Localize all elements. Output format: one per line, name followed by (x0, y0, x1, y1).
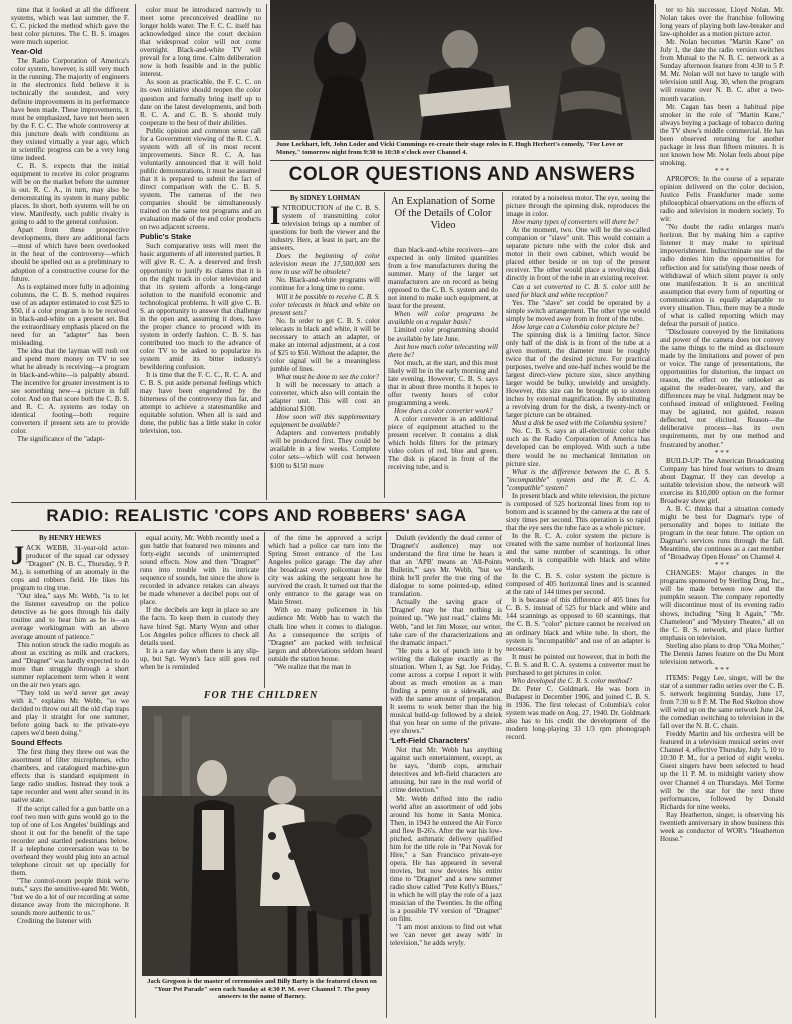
paragraph: ITEMS: Peggy Lee, singer, will be the star of a summer radio series over the C. B. S. network beginning Sunday, June 17, from 7:30 to 8 P. M. The Red Skelton show will wind up on the same network June 24, the comedian switching to television in the fall over the N. B. C. chain. (660, 673, 784, 731)
question: Will it be possible to receive C. B. S. color telecasts in black and white on present sets? (270, 292, 380, 317)
paragraph: In present black and white television, the picture is composed of 525 horizontal lines from top to bottom and is scanned by the camera at the rate of sixty times per second. This operation is so rapid that the eye sees the tube face as a whole picture. (506, 491, 650, 532)
drop-cap: I (270, 204, 281, 230)
paragraph: A color converter is an additional piece of equipment attached to the present receiver. It contains a disk which holds filters for the primary video colors of red, blue and green. The disk is placed in front of the receiving tube, and is (388, 414, 498, 472)
bottom-photo (142, 706, 382, 976)
radio-column-3 (268, 534, 382, 686)
bottom-photo-caption: Jack Gregson is the master of ceremonies and Billy Barty is the featured clown on "Your Pet Parade" seen each Sunday at 4:30 P. M. over Channel 7. The pony answers to the name of Barney. (147, 978, 377, 1001)
paragraph: It is because of this difference of 405 lines for C. B. S. instead of 525 for black and white and 144 scannings as opposed to 60 scannings, that the C. B. S. "color" picture cannot be received on an ordinary black and white tube. In short, the system is "incompatible" and use of an adapter is necessary. (506, 596, 650, 653)
radio-byline-block (11, 534, 129, 544)
radio-headline: RADIO: REALISTIC 'COPS AND ROBBERS' SAGA (46, 506, 467, 525)
paragraph: Such comparative tests will meet the basic arguments of all interested parties. It will give R. C. A. a deserved and fresh opportunity to justify its claims that it is on the right track in color television and that its system affords a long-range solution to the manifold economic and technological problems. It will give C. B. S. an opportunity to answer that challenge in the open and, assuming it does, have the proper chance to proceed with its system in orderly fashion. C. B. S. has contributed too much to the advance of color TV to be asked to popularize its system amid its bitter industry's bewildering confusion. (140, 242, 261, 372)
paragraph: The Radio Corporation of America's color system, however, is still very much in the running. The majority of engineers in the electronics field believe it is technically the soundest, and very definite improvements in its performance have been made. These improvements, it must be emphasized, have not been seen by the F. C. C. The whole controversy at this juncture deals with conditions as they existed virtually a year ago, which in scientific progress can be a very long time indeed. (11, 57, 129, 162)
paragraph: If the decibels are kept in place so are the facts. To keep them in custody they have hired Sgt. Marty Wynn and other Los Angeles police officers to check all details used. (140, 606, 259, 647)
paragraph: Not that Mr. Webb has anything against such entertainment, except, as he says, "dumb cops, armchair detectives and left-field characters are amusing, but rare in the real world of crime detection." (390, 746, 502, 795)
paragraph: "He puts a lot of punch into it by writing the dialogue exactly as the situation. When I, as Sgt. Joe Friday, come across a corpse I report it with about as much emotion as a man finding a penny on a sidewalk, and with the same amount of preparation. It seems to work better than the big musical build-up followed by a shriek that you hear on some of the private-eye shows." (390, 646, 502, 736)
color-column-3 (506, 194, 650, 1018)
paragraph: INTRODUCTION of the C. B. S. system of transmitting color television brings up a number of questions for both the viewer and the industry. Here, at least in part, are the answers. (270, 204, 380, 253)
question: How does a color converter work? (394, 406, 493, 415)
top-photo-caption: June Lockhart, left, John Loder and Vicki Cummings re-create their stage roles in F. Hugh Herbert's comedy, "For Love or Money," tomorrow night from 9:30 to 10:30 o'clock over Channel 4. (276, 141, 624, 156)
subhead: Sound Effects (11, 738, 63, 748)
paragraph: equal acuity, Mr. Webb recently used a gun battle that featured two minutes and forty-eight seconds of uninterrupted sound effects. Now and then "Dragnet" runs into trouble with its intricate sequence of sounds, but since the show is recorded in advance retakes can always be made whenever a decibel pops out of place. (140, 534, 259, 607)
paragraph: If the script called for a gun battle on a roof two men with guns would go to the top of one of Los Angeles' buildings and shoot it out for the benefit of the tape recorder and startled pedestrians below. If a telephone conversation was to be overheard they would plug into an actual telephone circuit set up specially for them. (11, 804, 129, 877)
paragraph: Limited color programming should be available by late June. (388, 326, 498, 343)
paragraph: This notion struck the radio moguls as about as exciting as milk and crackers, and "Dragnet" was hardly expected to do more than struggle through a short summer replacement term when it went on the air two years ago. (11, 640, 129, 689)
paragraph: In the C. B. S. color system the picture is composed of 405 horizontal lines and is scanned at the rate of 144 times per second. (506, 572, 650, 597)
paragraph: As is explained more fully in adjoining columns, the C. B. S. method requires use of an adapter estimated to cost $25 to $50, if a color program is to be received in black-and-white on a present set. But the extraordinary emphasis placed on the need for an "adapter" has been misleading. (11, 282, 129, 347)
paragraph: No. Black-and-white programs will continue for a long time to come. (270, 276, 380, 293)
paragraph: It will be necessary to attach a converter, which also will contain the adapter unit. This will cost an additional $100. (270, 381, 380, 414)
paragraph: Crediting the listener with (17, 917, 92, 926)
column-rule (135, 4, 136, 500)
column-1-top (11, 6, 129, 498)
section-separator: * * * (714, 561, 730, 570)
column-2-top (140, 6, 261, 498)
paragraph: It must be pointed out however, that in both the C. B. S. and R. C. A. systems a converter must be purchased to get pictures in color. (506, 652, 650, 677)
color-byline-block (270, 194, 380, 204)
headline-rule (11, 502, 502, 503)
paragraph: "Our idea," says Mr. Webb, "is to let the listener eavesdrop on the police detective as he goes through his daily routine and to hear him as he is—an average workingman with an above average amount of patience." (11, 592, 129, 641)
paragraph: BUILD-UP: The American Broadcasting Company has hired four writers to dream about Dagmar. If they can develop a suitable television show, the network will exercise its $10,000 option on the former Broadway show girl. (660, 456, 784, 505)
paragraph: Mr. Nolan becomes "Martin Kane" on July 1, the date the radio version switches from Mutual to the N. B. C. network as a Sunday afternoon feature from 4:30 to 5 P. M. Mr. Nolan will not have to tangle with television until Aug. 30, when the program will resume over N. B. C. after a two-month vacation. (660, 38, 784, 103)
paragraph: "No doubt the radio enlarges man's horizon. But by making him a captive listener it may make to spiritual impoverishment. Indiscriminate use of the radio denies him the opportunities for reflection and for satisfying those needs of withdrawal of which silent prayer is only one manifestation. It is an uncritical assumption that every form of reporting or communication is equally adaptable to every situation. Thus, there may be a mode of what is called reporting which may defeat the pursuit of justice. (660, 223, 784, 328)
paragraph: Yes. The "slave" set could be operated by a simple switch arrangement. The other type would simply be moved away from in front of the tube. (506, 298, 650, 323)
paragraph: Apart from these prospective developments, there are additional facts—most of which have been overlooked in the heat of the controversy—which should be spelled out as a preliminary to adoption of a constructive course for the future. (11, 226, 129, 283)
paragraph: Mr. Webb drifted into the radio world after an assortment of odd jobs around his home in Santa Monica. Then, in 1943 he entered the Air Force and flew B-26's. After the war his low-pitched, asthmatic delivery qualified him for the title role in "Pat Novak for Hire," a San Francisco private-eye opera. He has appeared in several movies, but now devotes his entire time to "Dragnet" and a new summer radio show called "Pete Kelly's Blues," in which he will play the role of a jazz musician of the Twenties. In the offing is a possible TV version of "Dragnet" on film. (390, 794, 502, 924)
column-rule (502, 192, 503, 498)
paragraph: At the moment, two. One will be the so-called companion or "slave" unit. This would contain a separate picture tube with the color disk and motor in their own cabinet, which would be placed either beside or on top of the present receiver. The other would place a revolving disk directly in front of the tube in an existing receiver. (506, 226, 650, 283)
headline-rule (11, 530, 502, 531)
for-the-children-label: FOR THE CHILDREN (203, 690, 319, 701)
question: What must be done to see the color? (276, 372, 380, 381)
stage-scene-photo (270, 0, 654, 140)
paragraph: CHANGES: Major changes in the programs sponsored by Sterling Drug, Inc., will be made between now and the pumpkin season. The company reportedly will discontinue most of its evening radio shows, including "Sing It Again," "Mr. Chameleon" and "Mystery Theatre," all on the C. B. S. network, and place further emphasis on television. (660, 569, 784, 642)
drop-cap: J (11, 544, 24, 570)
subhead: Public's Stake (140, 232, 192, 242)
question: Does the beginning of color television mean the 17,500,000 sets now in use will be obsolete? (270, 252, 380, 277)
radio-column-2 (140, 534, 259, 686)
subhead: Year-Old (11, 47, 43, 57)
paragraph: "They told us we'd never get away with it," explains Mr. Webb, "so we decided to throw out all the old clap traps and play it straight for one summer, before going back to the private-eye capers we'd been doing." (11, 688, 129, 738)
paragraph: In the R. C. A. color system the picture is created with the same number of horizontal lines and the same number of scannings. In other words, it is compatible with black and white standards. (506, 531, 650, 573)
paragraph: The first thing they threw out was the assortment of filter microphones, echo chambers, and catalogued machine-gun effects that is standard equipment in large radio studios. Instead they took a tape recorder and went after sound in its native state. (11, 748, 129, 805)
headline-rule (270, 190, 654, 191)
color-byline: By SIDNEY LOHMAN (289, 194, 361, 202)
paragraph: No. C. B. S. says an all-electronic color tube such as the Radio Corporation of America has developed can be employed. With such a tube there would be no mechanical limitation on picture size. (506, 427, 650, 468)
paragraph: Sterling also plans to drop "Oka Mother," The Dennis James feature on the Du Mont television network. (660, 641, 784, 666)
paragraph: Mr. Cagan has been a habitual pipe smoker in the role of "Martin Kane," always buying a package of tobacco during the TV show's middle commercial. He has been observed returning for another package in less than fifteen minutes. It is not known how Mr. Nolan feels about pipe smoking. (660, 102, 784, 167)
column-rule (264, 532, 265, 688)
paragraph: "I am most anxious to find out what we 'can never get away with' in television," he adds wryly. (390, 923, 502, 948)
question: Who developed the C. B. S. color method? (512, 676, 633, 685)
paragraph: "Disclosure conveyed by the limitations and power of the camera does not convey the same things to the mind as disclosure made by the limitations and power of pen or voice. The range of presentations, the opportunities for distortion, the impact on reason, the effect on the onlooker as against the reader-hearer, vary, and the differences may be vital. Judgment may be confused instead of enlightened. Feeling may be agitated, not guided, reason deflected, not elicited. Reason—the deliberative process—has its own requirements, met by one method and frustrated by another." (660, 327, 784, 449)
column-rule (135, 532, 136, 1018)
question: When will color programs be available on a regular basis? (388, 310, 498, 327)
paragraph: ter to his successor, Lloyd Nolan. Mr. Nolan takes over the franchise following long years of playing both law-breaker and law-upholder as a motion picture actor. (660, 6, 784, 39)
paragraph: The spinning disk is a limiting factor. Since only half of the disk is in front of the tube at a given moment, the diameter must be roughly twice that of the desired picture. For practical purposes, twelve and one-half inches would be the largest direct-view picture size, since anything larger would be bulky, unwieldy and unsightly. However, this size can be brought up to sixteen inches by external magnification. By substituting a revolving drum for the disk, a twenty-inch or larger picture can be obtained. (506, 330, 650, 420)
paragraph: "The control-room people think we're nuts," says the sensitive-eared Mr. Webb, "but we do a lot of our recording at some distance away from the microphone. It sounds more authentic to us." (11, 876, 129, 918)
paragraph: Freddy Martin and his orchestra will be featured in a television musical series over Channel 4, effective Thursday, July 5, 10 to 10:30 P. M., for a period of eight weeks. Guest singers have been selected to head up the 11 P. M. to midnight variety show over Channel 4 on Thursdays. Mel Torme will be the star for the next three performances, followed by Donald Richards for nine weeks. (660, 730, 784, 811)
paragraph: JACK WEBB, 31-year-old actor-producer of the squad car odyssey "Dragnet" (N. B. C., Thursday, 9 P. M.), is something of an anomaly in the cops and robbers field. He likes his program to ring true. (11, 544, 129, 593)
top-photo (270, 0, 654, 140)
question: Just how much color telecasting will there be? (388, 342, 498, 359)
question: Must a disk be used with the Columbia system? (512, 419, 647, 428)
paragraph: Dr. Peter C. Goldmark. He was born in Budapest in December 1906, and joined C. B. S. in 1936. The first telecast of Columbia's color system was made on Aug. 27, 1940. Dr. Goldmark also has to his credit the development of the modern long-playing 33 1/3 rpm phonograph record. (506, 684, 650, 742)
paragraph: color must be introduced narrowly to meet some preconceived deadline no longer holds water. The F. C. C. itself has acknowledged since the court decision that widespread color will not come overnight. Black-and-white TV will prevail for a long time. Calm deliberation now is both feasible and in the public interest. (140, 6, 261, 79)
subhead: 'Left-Field Characters' (390, 736, 470, 746)
radio-byline: By HENRY HEWES (38, 534, 102, 542)
question: How many types of converters will there be? (512, 218, 639, 227)
question: What is the difference between the C. B. S. "incompatible" system and the R. C. A. "compatible" system? (506, 467, 650, 492)
paragraph: than black-and-white receivers—are expected in only limited quantities from a few manufacturers during the summer. Many of the larger set manufacturers are on record as being opposed to the C. B. S. system and do not intend to make such equipment, at least for the present. (388, 246, 498, 311)
paragraph: The significance of the "adapt- (17, 435, 105, 444)
paragraph: APROPOS: In the course of a separate opinion delivered on the color decision, Justice Felix Frankfurter made some philosophical observations on the effects of radio and television in modern society. To wit: (660, 174, 784, 224)
paragraph: Not much, at the start, and this most likely will be in the early morning and late evening. However, C. B. S. says that in about three months it hopes to offer twenty hours of color programming a week. (388, 358, 498, 407)
paragraph: With so many policemen in his audience Mr. Webb has to watch the chalk line when it comes to dialogue. As a consequence the scripts of "Dragnet" are packed with technical jargon and abbreviations seldom heard outside the station house. (268, 606, 382, 663)
paragraph: Adapters and converters probably will be produced first. They could be available in a few weeks. Complete color sets—which will cost between $100 to $150 more (270, 429, 380, 470)
paragraph: Duluth (evidently the dead center of 'Dragnet's' audience) may not understand the first time he hears it that an 'APB' means an 'All-Points Bulletin,'" says Mr. Webb, "but we think he'll prefer the true ring of the dialogue to some pointed-up, edited translation. (390, 534, 502, 599)
color-qa-headline: COLOR QUESTIONS AND ANSWERS (288, 164, 636, 185)
question: How soon will this supplementary equipment be available? (270, 413, 380, 430)
section-separator: * * * (714, 665, 730, 674)
paragraph: It is a rare day when there is any slip-up, but Sgt. Wynn's face still goes red when he is reminded (140, 646, 259, 671)
headline-rule (270, 160, 654, 161)
paragraph: rotated by a noiseless motor. The eye, seeing the picture through the spinning disk, reproduces the image in color. (506, 194, 650, 219)
paragraph: of the time he approved a script which had a police car turn into the Spring Street entrance of the Los Angeles police garage. The day after the broadcast every policeman in the city was asking the sergeant how he survived the crash. It turned out that the only entrance to the garage was on Main Street. (268, 534, 382, 607)
color-deck-headline: An Explanation of Some Of the Details of Color Video (390, 196, 496, 231)
section-separator: * * * (714, 166, 730, 175)
radio-column-1 (11, 544, 129, 1018)
column-rule (655, 4, 656, 1018)
paragraph: Public opinion and common sense call for a Government viewing of the R. C. A. system with all of its most recent improvements. Since R. C. A. has voluntarily announced that it will hold public demonstrations, it must be assumed that it is prepared to submit the fact of direct comparison with the C. B. S. system. The cameras of the two companies should be simultaneously trained on the same test programs and an evaluation made of the end color products on two adjacent screens. (140, 126, 261, 232)
paragraph: The idea that the layman will rush out and spend more money on TV to see what he already is receiving—a program in black-and-white—is palpably absurd. The incentive for greater investment is to see something new—a picture in full color. And on that score both the C. B. S. and R. C. A. systems are today on identical footing—both require converters if present sets are to provide color. (11, 346, 129, 436)
section-separator: * * * (714, 448, 730, 457)
paragraph: time that it looked at all the different systems, which was last summer, the F. C. C. picked the method which gave the best color pictures. The C. B. S. images were much superior. (11, 6, 129, 47)
paragraph: Ray Heatherton, singer, is observing his twentieth anniversary in show business this week as conductor of WOR's "Heatherton House." (660, 810, 784, 843)
question: How large can a Columbia color picture be? (512, 322, 640, 331)
column-rule (266, 4, 267, 500)
paragraph: No. In order to get C. B. S. color telecasts in black and white, it will be necessary to attach an adapter, or make an internal adjustment, at a cost of $25 to $50. Without the adapter, the color signal will be a meaningless jumble of lines. (270, 316, 380, 373)
paragraph: A. B. C. thinks that a situation comedy might be best for Dagmar's type of personality and hopes to initiate the program in the near future. The option on Dagmar's services runs through the fall. Meantime, she continues as a cast member of "Broadway Open House" on Channel 4. (660, 504, 784, 562)
paragraph: It is time that the F. C. C., R. C. A. and C. B. S. put aside personal feelings which may have been engendered by the bitterness of the controversy thus far, and attempt to achieve a statesmanlike and equitable solution. When all is said and done, the public has a little stake in color television, too. (140, 371, 261, 436)
color-column-1 (270, 204, 380, 497)
paragraph: C. B. S. expects that the initial equipment to receive its color programs will be on the market before the summer is out. R. C. A., in turn, may also be demonstrating its system in many public places. In short, both systems will be on view. Manifestly, such public rivalry is going to add to the general confusion. (11, 161, 129, 227)
column-rule (386, 532, 387, 1018)
paragraph: As soon as practicable, the F. C. C. on its own initiative should reopen the color question and formally bring itself up to date on the latest developments, and both R. C. A. and C. B. S. should truly cooperate to the best of their abilities. (140, 78, 261, 127)
color-column-2 (388, 246, 498, 497)
clown-pony-photo (142, 706, 382, 976)
question: Can a set converted to C. B. S. color still be used for black and white reception? (506, 282, 650, 299)
column-6 (660, 6, 784, 1018)
column-rule (384, 192, 385, 498)
paragraph: Actually the saving grace of 'Dragnet' may be that nothing is pointed up. "We just read," claims Mr. Webb, "and let Jim Moser, our writer, take care of the characterizations and the dramatic impact." (390, 598, 502, 647)
paragraph: "We realize that the man in (274, 662, 351, 671)
radio-column-4 (390, 534, 502, 1018)
